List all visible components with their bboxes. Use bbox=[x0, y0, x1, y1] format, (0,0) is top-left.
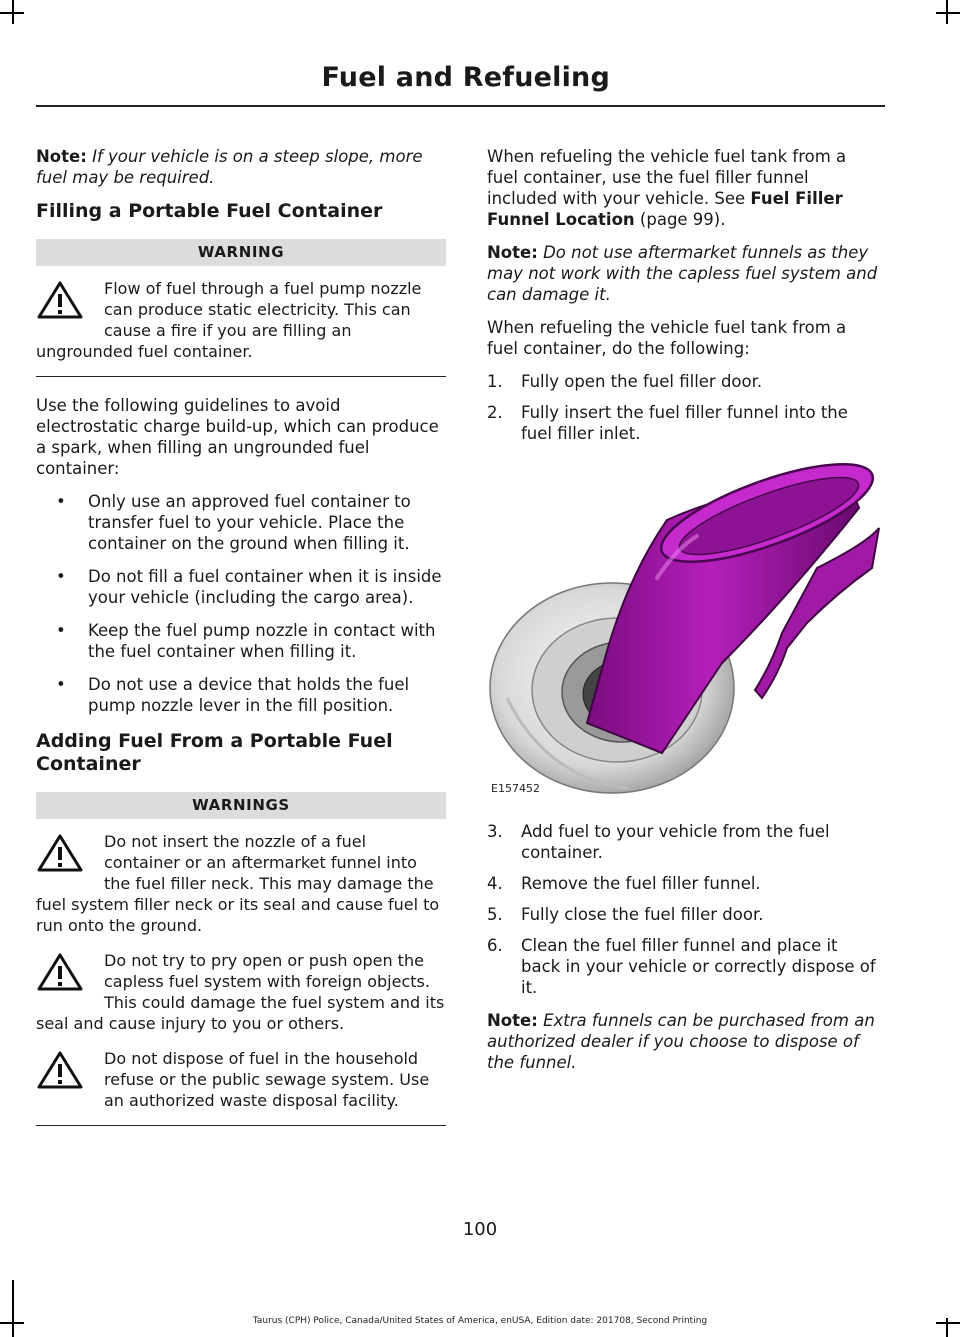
heading-filling-container: Filling a Portable Fuel Container bbox=[36, 200, 383, 222]
warning-triangle-icon bbox=[36, 831, 104, 891]
cross-reference-link[interactable]: Fuel Filler Funnel Location bbox=[487, 189, 843, 229]
list-item: 2. Fully insert the fuel filler funnel into the fuel filler inlet. bbox=[487, 403, 848, 443]
warning-triangle-icon bbox=[36, 950, 104, 1010]
warning-item: Do not try to pry open or push open the capless fuel system with foreign objects. This could damage the fuel system and its seal and cause injury to you or others. bbox=[36, 951, 445, 1033]
warning-divider bbox=[36, 376, 446, 377]
right-column bbox=[487, 146, 881, 1085]
figure-code: E157452 bbox=[491, 782, 540, 795]
crop-mark bbox=[12, 1280, 14, 1337]
header-divider bbox=[36, 105, 885, 107]
list-item: 5. Fully close the fuel filler door. bbox=[487, 905, 764, 924]
list-item: 3. Add fuel to your vehicle from the fuel container. bbox=[487, 822, 830, 862]
warnings-divider bbox=[36, 1125, 446, 1126]
crop-mark bbox=[936, 12, 960, 14]
list-item: • Only use an approved fuel container to transfer fuel to your vehicle. Place the container on the ground when filling it. bbox=[56, 492, 411, 553]
warnings-header: WARNINGS bbox=[36, 792, 446, 819]
crop-mark bbox=[0, 12, 24, 14]
note-steep-slope: Note: If your vehicle is on a steep slope, more fuel may be required. bbox=[36, 147, 423, 187]
funnel-intro: When refueling the vehicle fuel tank from a fuel container, use the fuel filler funnel included with your vehicle. See Fuel Filler Funnel Location (page 99). bbox=[487, 147, 847, 229]
steps-list-continued bbox=[487, 821, 881, 998]
list-item: 1. Fully open the fuel filler door. bbox=[487, 372, 763, 391]
list-item: • Keep the fuel pump nozzle in contact with the fuel container when filling it. bbox=[56, 621, 436, 661]
warning-item: Do not dispose of fuel in the household refuse or the public sewage system. Use an authorized waste disposal facility. bbox=[36, 1048, 446, 1111]
note-extra-funnels: Note: Extra funnels can be purchased from an authorized dealer if you choose to dispose of the funnel. bbox=[487, 1011, 875, 1072]
note-aftermarket-funnels: Note: Do not use aftermarket funnels as they may not work with the capless fuel system and can damage it. bbox=[487, 243, 878, 304]
procedure-intro: When refueling the vehicle fuel tank from a fuel container, do the following: bbox=[487, 318, 847, 358]
warning-triangle-icon bbox=[36, 1048, 104, 1108]
list-item: • Do not use a device that holds the fuel pump nozzle lever in the fill position. bbox=[56, 675, 410, 715]
guidelines-list bbox=[36, 491, 446, 716]
funnel-illustration bbox=[487, 458, 881, 803]
steps-list bbox=[487, 371, 881, 444]
warning-header: WARNING bbox=[36, 239, 446, 266]
warning-triangle-icon bbox=[36, 278, 104, 338]
footer-edition: Taurus (CPH) Police, Canada/United States of America, enUSA, Edition date: 201708, Second Printing bbox=[252, 1316, 708, 1326]
page-number: 100 bbox=[462, 1219, 498, 1240]
page-title: Fuel and Refueling bbox=[321, 62, 610, 93]
warning-item: Do not insert the nozzle of a fuel container or an aftermarket funnel into the fuel filler neck. This may damage the fuel system filler neck or its seal and cause fuel to run onto the ground. bbox=[36, 832, 440, 935]
funnel-in-filler-icon bbox=[487, 458, 881, 803]
warning-item: Flow of fuel through a fuel pump nozzle can produce static electricity. This can cause a fire if you are filling an ungrounded fuel container. bbox=[36, 279, 422, 361]
left-column bbox=[36, 146, 446, 1144]
list-item: 4. Remove the fuel filler funnel. bbox=[487, 874, 761, 893]
heading-adding-fuel: Adding Fuel From a Portable Fuel Container bbox=[36, 730, 393, 775]
guidelines-intro: Use the following guidelines to avoid electrostatic charge build-up, which can produce a spark, when filling an ungrounded fuel container: bbox=[36, 396, 439, 478]
list-item: 6. Clean the fuel filler funnel and place it back in your vehicle or correctly dispose of it. bbox=[487, 936, 876, 997]
list-item: • Do not fill a fuel container when it is inside your vehicle (including the cargo area). bbox=[56, 567, 442, 607]
